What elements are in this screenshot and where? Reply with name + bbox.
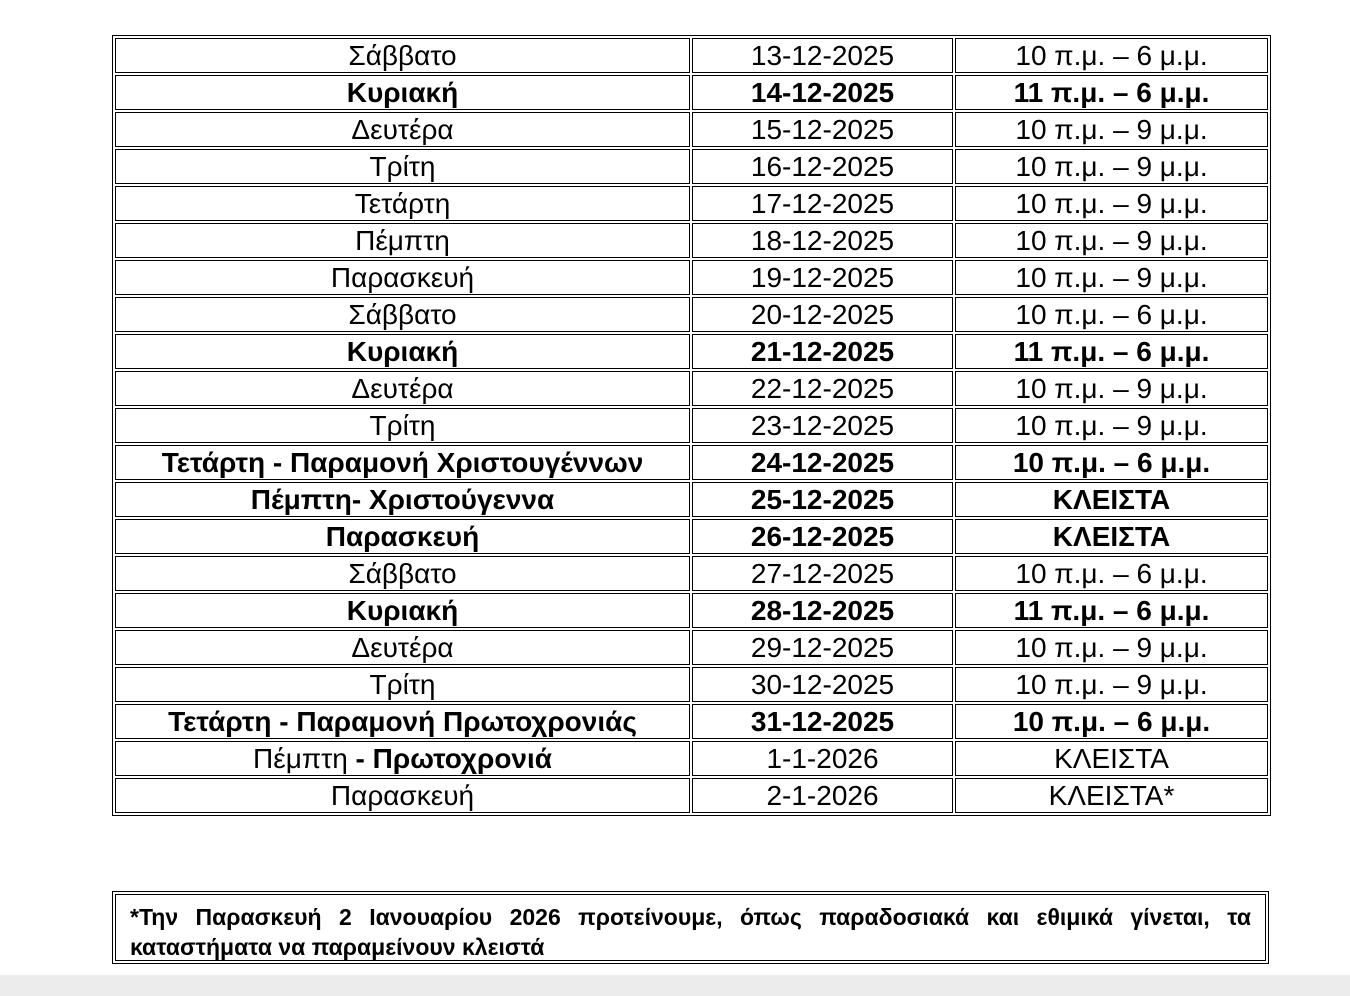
- hours-cell: 10 π.μ. – 6 μ.μ.: [955, 38, 1268, 73]
- day-label: Σάββατο: [348, 40, 457, 71]
- hours-cell: ΚΛΕΙΣΤΑ: [955, 741, 1268, 776]
- day-label: Πέμπτη: [355, 225, 450, 256]
- day-label: Σάββατο: [348, 299, 457, 330]
- day-cell: [115, 556, 690, 591]
- date-cell: 26-12-2025: [692, 519, 953, 554]
- day-label: Κυριακή: [346, 336, 459, 367]
- hours-cell: ΚΛΕΙΣΤΑ: [955, 482, 1268, 517]
- hours-cell: 10 π.μ. – 6 μ.μ.: [955, 556, 1268, 591]
- day-label: Δευτέρα: [351, 114, 454, 145]
- table-row: [115, 408, 1268, 443]
- hours-cell: 10 π.μ. – 9 μ.μ.: [955, 186, 1268, 221]
- table-row: [115, 704, 1268, 739]
- hours-cell: 10 π.μ. – 9 μ.μ.: [955, 667, 1268, 702]
- hours-cell: 10 π.μ. – 9 μ.μ.: [955, 630, 1268, 665]
- day-label: Παρασκευή: [330, 780, 475, 811]
- hours-cell: 11 π.μ. – 6 μ.μ.: [955, 334, 1268, 369]
- day-label: Τετάρτη - Παραμονή Χριστουγέννων: [161, 447, 644, 478]
- hours-cell: 10 π.μ. – 9 μ.μ.: [955, 112, 1268, 147]
- day-cell: [115, 186, 690, 221]
- day-cell: [115, 408, 690, 443]
- date-cell: 20-12-2025: [692, 297, 953, 332]
- hours-cell: 10 π.μ. – 9 μ.μ.: [955, 408, 1268, 443]
- day-cell: [115, 482, 690, 517]
- day-label: Παρασκευή: [325, 521, 480, 552]
- day-cell: [115, 704, 690, 739]
- date-cell: 23-12-2025: [692, 408, 953, 443]
- day-label: Τρίτη: [369, 410, 436, 441]
- table-row: [115, 445, 1268, 480]
- day-label: Τρίτη: [369, 669, 436, 700]
- day-label: Τρίτη: [369, 151, 436, 182]
- holiday-hours-table-body: [115, 38, 1268, 813]
- hours-cell: 10 π.μ. – 9 μ.μ.: [955, 371, 1268, 406]
- day-label: Τετάρτη - Παραμονή Πρωτοχρονιάς: [168, 706, 637, 737]
- table-row: [115, 519, 1268, 554]
- table-row: [115, 260, 1268, 295]
- date-cell: 21-12-2025: [692, 334, 953, 369]
- table-row: [115, 778, 1268, 813]
- date-cell: 15-12-2025: [692, 112, 953, 147]
- day-cell: [115, 371, 690, 406]
- day-label: Κυριακή: [346, 595, 459, 626]
- day-cell: [115, 297, 690, 332]
- date-cell: 24-12-2025: [692, 445, 953, 480]
- date-cell: 16-12-2025: [692, 149, 953, 184]
- day-cell: [115, 149, 690, 184]
- table-row: [115, 112, 1268, 147]
- hours-cell: 10 π.μ. – 6 μ.μ.: [955, 297, 1268, 332]
- day-cell: [115, 112, 690, 147]
- table-row: [115, 297, 1268, 332]
- day-label: Σάββατο: [348, 558, 457, 589]
- day-cell: [115, 630, 690, 665]
- table-row: [115, 593, 1268, 628]
- day-label: Δευτέρα: [351, 373, 454, 404]
- date-cell: 1-1-2026: [692, 741, 953, 776]
- date-cell: 14-12-2025: [692, 75, 953, 110]
- table-row: [115, 741, 1268, 776]
- day-cell: [115, 260, 690, 295]
- day-cell: [115, 223, 690, 258]
- hours-cell: 10 π.μ. – 9 μ.μ.: [955, 149, 1268, 184]
- date-cell: 2-1-2026: [692, 778, 953, 813]
- table-row: [115, 667, 1268, 702]
- date-cell: 18-12-2025: [692, 223, 953, 258]
- table-row: [115, 334, 1268, 369]
- day-cell: [115, 334, 690, 369]
- hours-cell: 11 π.μ. – 6 μ.μ.: [955, 75, 1268, 110]
- hours-cell: 10 π.μ. – 6 μ.μ.: [955, 704, 1268, 739]
- day-cell: [115, 667, 690, 702]
- date-cell: 19-12-2025: [692, 260, 953, 295]
- page-bottom-band: [0, 975, 1350, 996]
- holiday-hours-table: [112, 35, 1271, 816]
- day-cell: [115, 38, 690, 73]
- day-cell: [115, 741, 690, 776]
- day-label: Δευτέρα: [351, 632, 454, 663]
- date-cell: 29-12-2025: [692, 630, 953, 665]
- table-row: [115, 38, 1268, 73]
- table-row: [115, 630, 1268, 665]
- table-row: [115, 371, 1268, 406]
- footnote-text: *Την Παρασκευή 2 Ιανουαρίου 2026 προτείνουμε, όπως παραδοσιακά και εθιμικά γίνεται, τα καταστήματα να παραμείνουν κλειστά: [115, 894, 1266, 961]
- table-row: [115, 149, 1268, 184]
- day-cell: [115, 75, 690, 110]
- date-cell: 22-12-2025: [692, 371, 953, 406]
- date-cell: 13-12-2025: [692, 38, 953, 73]
- hours-cell: ΚΛΕΙΣΤΑ: [955, 519, 1268, 554]
- date-cell: 17-12-2025: [692, 186, 953, 221]
- hours-cell: ΚΛΕΙΣΤΑ*: [955, 778, 1268, 813]
- date-cell: 28-12-2025: [692, 593, 953, 628]
- table-row: [115, 186, 1268, 221]
- day-cell: [115, 593, 690, 628]
- date-cell: 25-12-2025: [692, 482, 953, 517]
- holiday-label: - Πρωτοχρονιά: [347, 743, 552, 774]
- day-label: Τετάρτη: [354, 188, 451, 219]
- day-cell: [115, 519, 690, 554]
- hours-cell: 10 π.μ. – 9 μ.μ.: [955, 223, 1268, 258]
- table-row: [115, 75, 1268, 110]
- day-label: Πέμπτη- Χριστούγεννα: [250, 484, 555, 515]
- table-row: [115, 482, 1268, 517]
- day-cell: [115, 778, 690, 813]
- day-label: Πέμπτη: [252, 743, 348, 774]
- date-cell: 30-12-2025: [692, 667, 953, 702]
- table-row: [115, 223, 1268, 258]
- day-cell: [115, 445, 690, 480]
- table-row: [115, 556, 1268, 591]
- day-label: Κυριακή: [346, 77, 459, 108]
- day-label: Παρασκευή: [330, 262, 475, 293]
- date-cell: 31-12-2025: [692, 704, 953, 739]
- footnote-box: [112, 891, 1269, 964]
- date-cell: 27-12-2025: [692, 556, 953, 591]
- hours-cell: 10 π.μ. – 9 μ.μ.: [955, 260, 1268, 295]
- hours-cell: 10 π.μ. – 6 μ.μ.: [955, 445, 1268, 480]
- hours-cell: 11 π.μ. – 6 μ.μ.: [955, 593, 1268, 628]
